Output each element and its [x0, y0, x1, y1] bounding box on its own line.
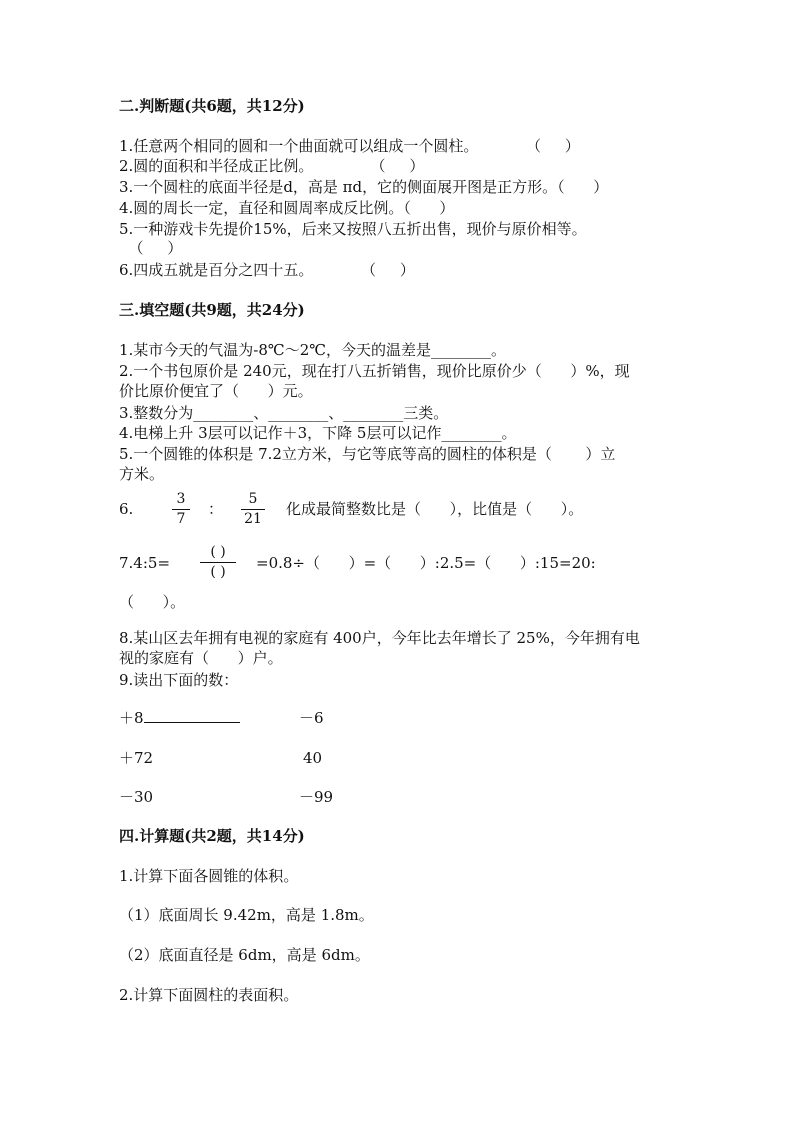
- section-heading-judgement: 二.判断题(共6题，共12分): [119, 97, 305, 115]
- fill-question-8-line1: 8.某山区去年拥有电视的家庭有 400户，今年比去年增长了 25%，今年拥有电: [119, 629, 640, 647]
- number-minus-6: －6: [299, 709, 324, 727]
- fraction-3-7: [172, 491, 190, 528]
- fill-question-7-rest: =0.8÷（ ）=（ ）:2.5=（ ）:15=20:: [256, 554, 596, 572]
- calc-question-1-part-1: （1）底面周长 9.42m，高是 1.8m。: [119, 906, 374, 924]
- fill-question-3: 3.整数分为________、________、________三类。: [119, 404, 449, 422]
- fill-question-4: 4.电梯上升 3层可以记作＋3，下降 5层可以记作________。: [119, 424, 517, 442]
- calc-question-1-part-2: （2）底面直径是 6dm，高是 6dm。: [119, 946, 370, 964]
- judgement-item-1: 1.任意两个相同的圆和一个曲面就可以组成一个圆柱。 （ ）: [119, 137, 580, 155]
- fill-question-8-line2: 视的家庭有（ ）户。: [119, 649, 283, 667]
- fraction-bar: [200, 562, 236, 563]
- fraction-numerator: ( ): [210, 544, 226, 560]
- fill-question-9: 9.读出下面的数：: [119, 671, 239, 689]
- judgement-item-5: 5.一种游戏卡先提价15%，后来又按照八五折出售，现价与原价相等。: [119, 220, 587, 238]
- fill-question-7-prefix: 7.4:5=: [119, 554, 171, 572]
- number-40: 40: [303, 749, 323, 767]
- section-heading-fill: 三.填空题(共9题，共24分): [119, 301, 305, 319]
- fraction-numerator: 5: [248, 491, 258, 507]
- number-plus-72: ＋72: [119, 749, 154, 767]
- fraction-5-21: [241, 491, 265, 528]
- judgement-item-3: 3.一个圆柱的底面半径是d，高是 πd，它的侧面展开图是正方形。（ ）: [119, 178, 609, 196]
- blank-fraction: [200, 544, 236, 581]
- number-minus-30: －30: [119, 788, 154, 806]
- fraction-bar: [241, 509, 265, 510]
- fill-question-7-line2: （ ）。: [119, 593, 186, 611]
- fill-question-2-line2: 价比原价便宜了（ ）元。: [119, 382, 313, 400]
- fraction-denominator: 21: [244, 511, 262, 527]
- section-heading-calculation: 四.计算题(共2题，共14分): [119, 827, 305, 845]
- fill-question-5-line2: 方米。: [119, 465, 165, 483]
- fraction-denominator: ( ): [210, 564, 226, 580]
- calc-question-2: 2.计算下面圆柱的表面积。: [119, 986, 299, 1004]
- fraction-numerator: 3: [176, 491, 186, 507]
- fill-question-6-number: 6.: [119, 500, 134, 518]
- fill-question-1: 1.某市今天的气温为-8℃～2℃，今天的温差是________。: [119, 341, 507, 359]
- calc-question-1: 1.计算下面各圆锥的体积。: [119, 867, 299, 885]
- fill-question-5-line1: 5.一个圆锥的体积是 7.2立方米，与它等底等高的圆柱的体积是（ ）立: [119, 445, 616, 463]
- judgement-item-2: 2.圆的面积和半径成正比例。 （ ）: [119, 157, 425, 175]
- ratio-colon: ：: [208, 500, 224, 518]
- number-plus-8: ＋8: [119, 708, 240, 728]
- fill-question-6-text: 化成最简整数比是（ ），比值是（ ）。: [286, 500, 584, 518]
- fill-question-2-line1: 2.一个书包原价是 240元，现在打八五折销售，现价比原价少（ ）%，现: [119, 362, 630, 380]
- judgement-item-5-bracket: （ ）: [119, 239, 183, 257]
- number-minus-99: －99: [299, 788, 334, 806]
- judgement-item-6: 6.四成五就是百分之四十五。 （ ）: [119, 261, 415, 279]
- fraction-bar: [172, 509, 190, 510]
- judgement-item-4: 4.圆的周长一定，直径和圆周率成反比例。（ ）: [119, 199, 455, 217]
- answer-line: [144, 708, 240, 723]
- fraction-denominator: 7: [176, 511, 186, 527]
